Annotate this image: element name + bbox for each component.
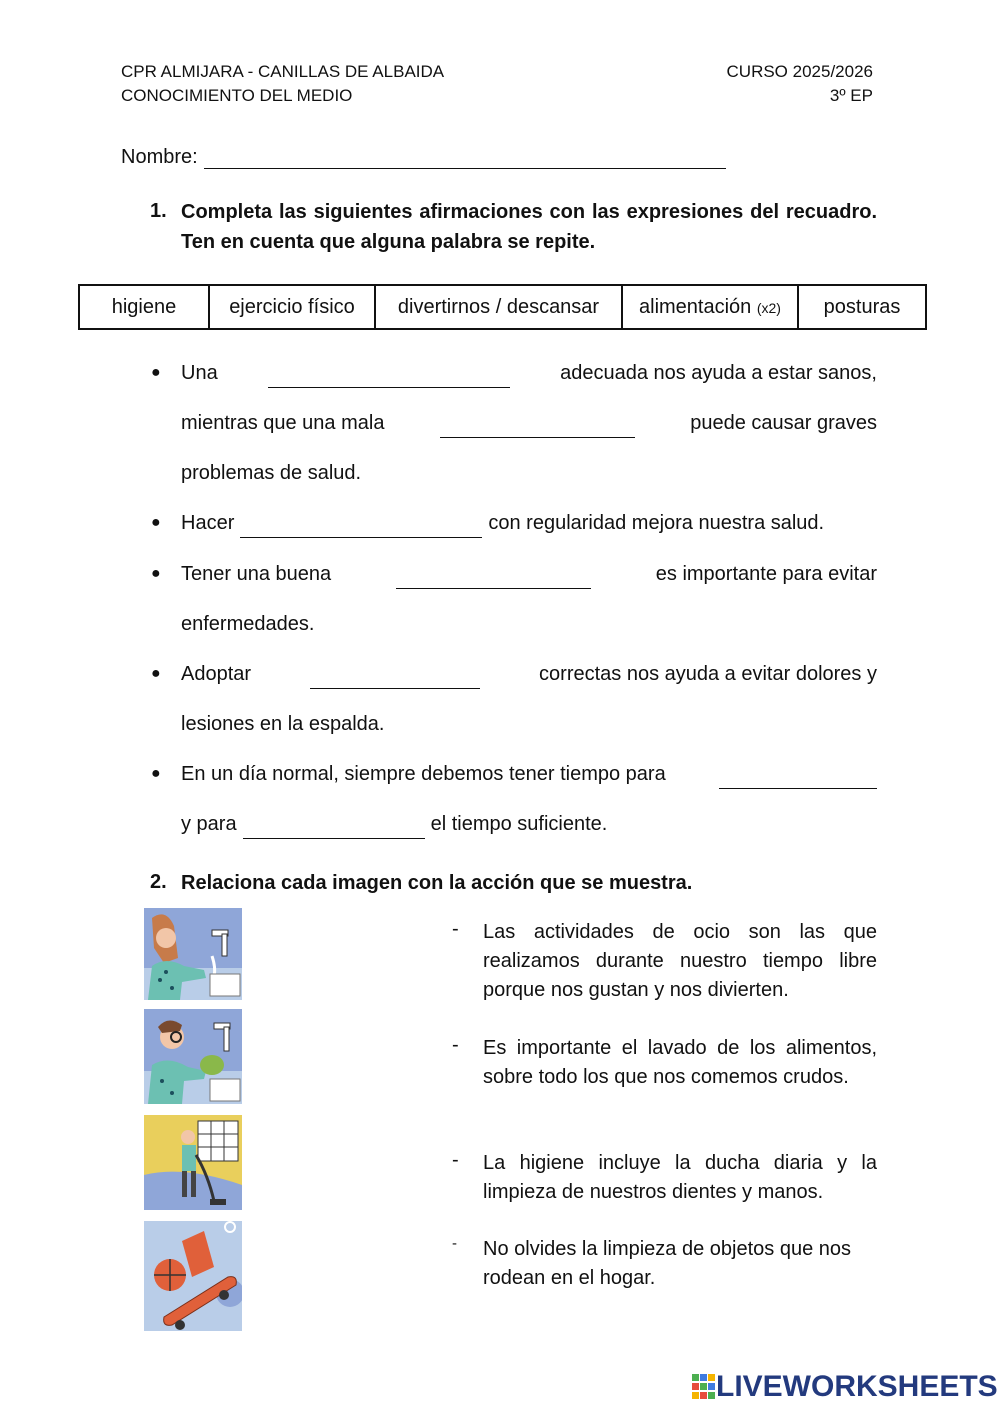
leisure-objects-illustration[interactable] [144,1221,242,1331]
dash: - [452,918,459,940]
dash: - [452,1034,459,1056]
sentence-5-line-2: y para el tiempo suficiente. [181,809,607,839]
question-2-text: Relaciona cada imagen con la acción que se muestra. [181,872,693,894]
blank-input[interactable] [719,768,877,789]
repeat-note: (x2) [756,299,781,316]
word-bank-item: divertirnos / descansar [375,285,622,329]
dash: - [452,1149,459,1171]
blank-input[interactable] [243,818,425,839]
vacuuming-illustration[interactable] [144,1115,242,1210]
word-bank-item: alimentación (x2) [622,285,798,329]
grade-level: 3º EP [829,86,873,105]
dash: - [452,1235,457,1252]
name-input[interactable] [204,148,726,169]
name-label: Nombre: [121,146,198,168]
washing-vegetables-illustration[interactable] [144,1009,242,1104]
bullet-2: ● [151,514,161,531]
sentence-4-line-1: Adoptar correctas nos ayuda a evitar dolores y [181,659,877,689]
blank-input[interactable] [310,668,480,689]
blank-input[interactable] [440,417,635,438]
blank-input[interactable] [268,367,510,388]
logo-grid-icon [692,1374,716,1400]
course-year: CURSO 2025/2026 [726,62,873,81]
sentence-3-line-2: enfermedades. [181,613,315,635]
bullet-4: ● [151,665,161,682]
sentence-4-line-2: lesiones en la espalda. [181,713,385,735]
word-bank-item: higiene [79,285,209,329]
description-3[interactable]: La higiene incluye la ducha diaria y la limpieza de nuestros dientes y manos. [483,1152,877,1203]
sentence-1-line-2: mientras que una mala puede causar graves [181,408,877,438]
sentence-2: Hacer con regularidad mejora nuestra salud. [181,508,824,538]
bullet-5: ● [151,765,161,782]
word-bank [78,284,927,330]
sentence-5-line-1: En un día normal, siempre debemos tener tiempo para [181,759,877,789]
description-4[interactable]: No olvides la limpieza de objetos que nos rodean en el hogar. [483,1238,851,1289]
description-2[interactable]: Es importante el lavado de los alimentos, sobre todo los que nos comemos crudos. [483,1037,877,1088]
school-name: CPR ALMIJARA - CANILLAS DE ALBAIDA [121,62,445,81]
name-row [121,146,726,169]
bullet-3: ● [151,565,161,582]
description-1[interactable]: Las actividades de ocio son las que realizamos durante nuestro tiempo libre porque nos gustan y nos divierten. [483,921,877,1001]
logo-text: LIVEWORKSHEETS [716,1370,998,1403]
liveworksheets-logo [692,1372,998,1402]
sentence-3-line-1: Tener una buena es importante para evitar [181,559,877,589]
question-1-number: 1. [150,200,167,222]
question-1-text: Completa las siguientes afirmaciones con las expresiones del recuadro. Ten en cuenta que alguna palabra se repite. [181,201,877,253]
word-bank-item: ejercicio físico [209,285,375,329]
sentence-1-line-3: problemas de salud. [181,462,362,484]
question-2-number: 2. [150,871,167,893]
sentence-1-line-1: Una adecuada nos ayuda a estar sanos, [181,358,877,388]
blank-input[interactable] [396,568,591,589]
blank-input[interactable] [240,517,482,538]
word-bank-item: posturas [798,285,926,329]
washing-hands-illustration[interactable] [144,908,242,1000]
bullet-1: ● [151,364,161,381]
subject-name: CONOCIMIENTO DEL MEDIO [121,86,353,105]
